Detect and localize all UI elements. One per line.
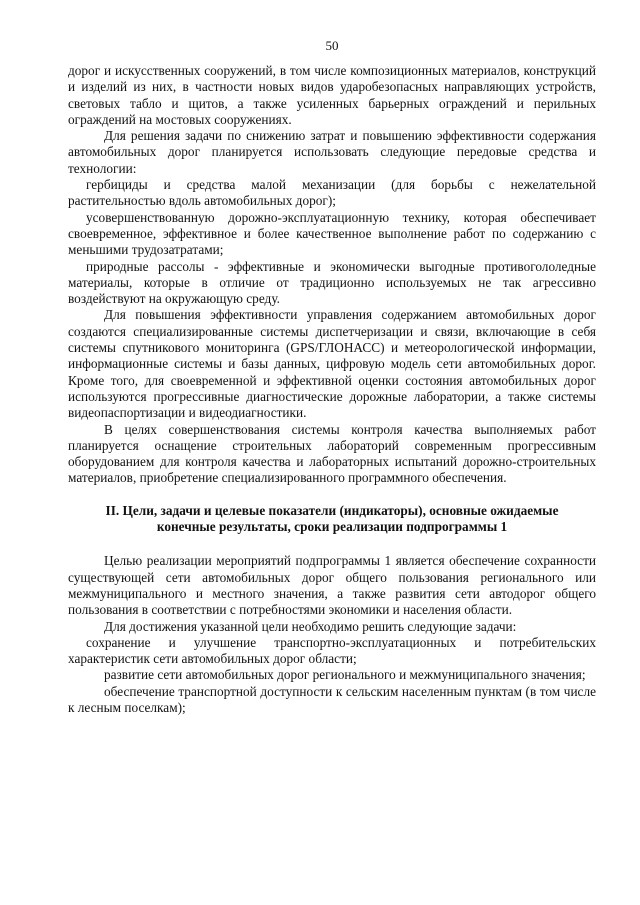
list-item: обеспечение транспортной доступности к сельским населенным пунктам (в том числе к лесным поселкам); [68, 683, 596, 715]
paragraph: Для решения задачи по снижению затрат и повышению эффективности содержания автомобильных дорог планируется использовать следующие передовые средства и технологии: [68, 128, 596, 176]
paragraph: В целях совершенствования системы контроля качества выполняемых работ планируется оснащение строительных лабораторий современным прогрессивным оборудованием для контроля качества и лабораторных испытаний дорожно-строительных материалов, приобретение специализированного программного обеспечения. [68, 421, 596, 486]
list-item: природные рассолы - эффективные и экономически выгодные противогололедные материалы, которые в отличие от традиционно используемых не так агрессивно воздействуют на окружающую среду. [68, 258, 596, 307]
list-item: гербициды и средства малой механизации (для борьбы с нежелательной растительностью вдоль автомобильных дорог); [68, 177, 596, 209]
section-heading: II. Цели, задачи и целевые показатели (индикаторы), основные ожидаемые конечные результаты, сроки реализации подпрограммы 1 [105, 502, 559, 535]
paragraph: Для повышения эффективности управления содержанием автомобильных дорог создаются специализированные системы диспетчеризации и связи, включающие в себя системы спутникового мониторинга (GPS/ГЛОНАСС) и метеорологической информации, информационные системы и базы данных, цифровую модель сети автомобильных дорог. Кроме того, для своевременной и эффективной оценки состояния автомобильных дорог используются прогрессивные диагностические дорожные лаборатории, а также системы видеопаспортизации и видеодиагностики. [68, 307, 596, 421]
list-item: усовершенствованную дорожно-эксплуатационную технику, которая обеспечивает своевременное, эффективное и более качественное выполнение работ по содержанию с меньшими трудозатратами; [68, 209, 596, 258]
paragraph: Целью реализации мероприятий подпрограммы 1 является обеспечение сохранности существующей сети автомобильных дорог общего пользования регионального или межмуниципального и местного значения, а также развития сети автодорог общего пользования в соответствии с потребностями экономики и населения области. [68, 553, 596, 618]
page-number: 50 [325, 38, 339, 53]
paragraph: дорог и искусственных сооружений, в том числе композиционных материалов, конструкций и изделий из них, в частности новых видов ударобезопасных направляющих устройств, световых табло и щитов, а также усиленных барьерных ограждений и перильных ограждений на мостовых сооружениях. [68, 63, 596, 127]
body-text-top [68, 63, 596, 487]
list-item: сохранение и улучшение транспортно-эксплуатационных и потребительских характеристик сети автомобильных дорог области; [68, 634, 596, 667]
list-item: развитие сети автомобильных дорог регионального и межмуниципального значения; [104, 667, 586, 683]
paragraph: Для достижения указанной цели необходимо решить следующие задачи: [104, 618, 517, 634]
body-text-bottom [68, 553, 596, 716]
